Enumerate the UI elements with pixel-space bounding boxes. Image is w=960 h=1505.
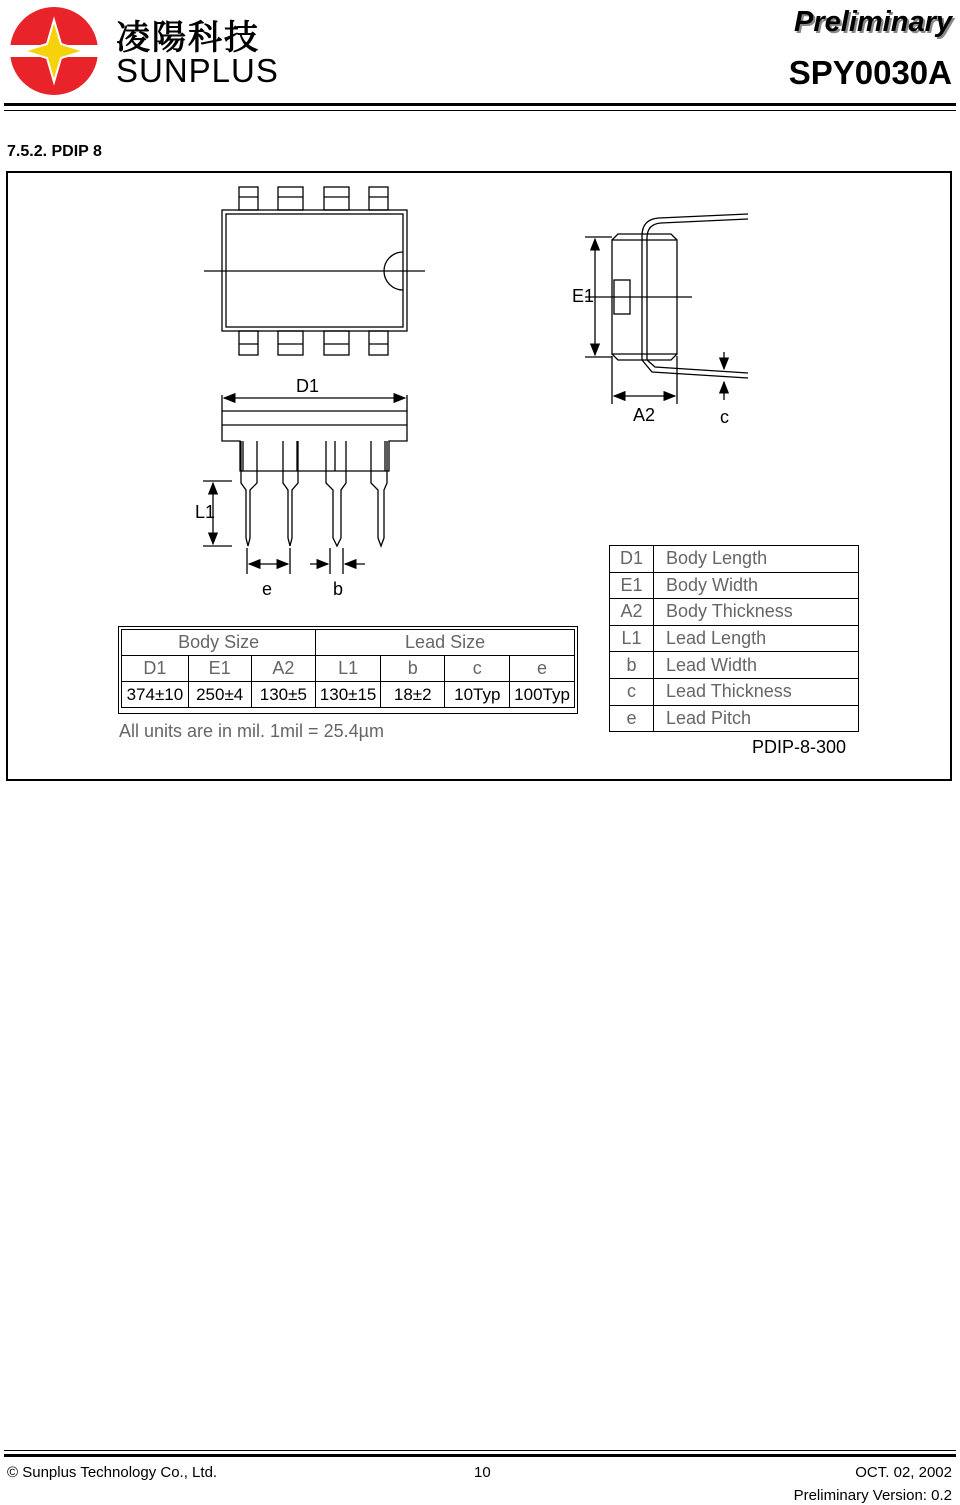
label-c: c bbox=[720, 407, 729, 427]
legend-key: L1 bbox=[610, 625, 654, 652]
col-c: c bbox=[445, 656, 510, 682]
front-view-body bbox=[222, 395, 407, 471]
val-b: 18±2 bbox=[381, 682, 445, 708]
document-status: Preliminary bbox=[794, 6, 952, 38]
val-a2: 130±5 bbox=[251, 682, 316, 708]
col-e: e bbox=[510, 656, 575, 682]
col-l1: L1 bbox=[316, 656, 381, 682]
legend-key: c bbox=[610, 678, 654, 705]
section-title: 7.5.2. PDIP 8 bbox=[7, 143, 102, 160]
legend-key: D1 bbox=[610, 546, 654, 573]
company-name-cn: 凌陽科技 bbox=[116, 18, 260, 58]
label-a2: A2 bbox=[633, 405, 656, 425]
lead-size-header: Lead Size bbox=[316, 630, 575, 656]
front-view-leads bbox=[241, 441, 387, 546]
body-size-header: Body Size bbox=[122, 630, 316, 656]
col-e1: E1 bbox=[188, 656, 251, 682]
val-e: 100Typ bbox=[510, 682, 575, 708]
col-a2: A2 bbox=[251, 656, 316, 682]
label-d1: D1 bbox=[296, 376, 320, 396]
top-view-body bbox=[204, 210, 425, 331]
legend-desc: Body Thickness bbox=[654, 599, 859, 626]
footer-rule-thick bbox=[4, 1454, 956, 1457]
footer-page-number: 10 bbox=[474, 1464, 491, 1481]
col-b: b bbox=[381, 656, 445, 682]
legend-desc: Lead Thickness bbox=[654, 678, 859, 705]
footer-copyright: © Sunplus Technology Co., Ltd. bbox=[7, 1464, 218, 1481]
legend-desc: Body Length bbox=[654, 546, 859, 573]
val-d1: 374±10 bbox=[122, 682, 189, 708]
spec-table bbox=[121, 629, 575, 708]
legend-desc: Lead Length bbox=[654, 625, 859, 652]
footer-date: OCT. 02, 2002 bbox=[855, 1464, 952, 1481]
legend-key: e bbox=[610, 705, 654, 732]
label-b: b bbox=[333, 579, 344, 599]
label-e1: E1 bbox=[572, 286, 595, 306]
legend-key: A2 bbox=[610, 599, 654, 626]
legend-key: E1 bbox=[610, 572, 654, 599]
legend-desc: Lead Width bbox=[654, 652, 859, 679]
legend-key: b bbox=[610, 652, 654, 679]
units-note: All units are in mil. 1mil = 25.4µm bbox=[119, 721, 384, 741]
label-l1: L1 bbox=[195, 502, 216, 522]
footer-rule-thin bbox=[4, 1450, 956, 1451]
dimension-legend-table bbox=[609, 545, 859, 732]
company-name-en: SUNPLUS bbox=[116, 52, 279, 89]
package-name: PDIP-8-300 bbox=[752, 737, 847, 757]
val-c: 10Typ bbox=[445, 682, 510, 708]
side-view-body bbox=[585, 214, 748, 404]
col-d1: D1 bbox=[122, 656, 189, 682]
label-e: e bbox=[262, 579, 273, 599]
val-e1: 250±4 bbox=[188, 682, 251, 708]
footer-version: Preliminary Version: 0.2 bbox=[793, 1487, 952, 1504]
model-number: SPY0030A bbox=[788, 54, 952, 91]
val-l1: 130±15 bbox=[316, 682, 381, 708]
legend-desc: Body Width bbox=[654, 572, 859, 599]
legend-desc: Lead Pitch bbox=[654, 705, 859, 732]
